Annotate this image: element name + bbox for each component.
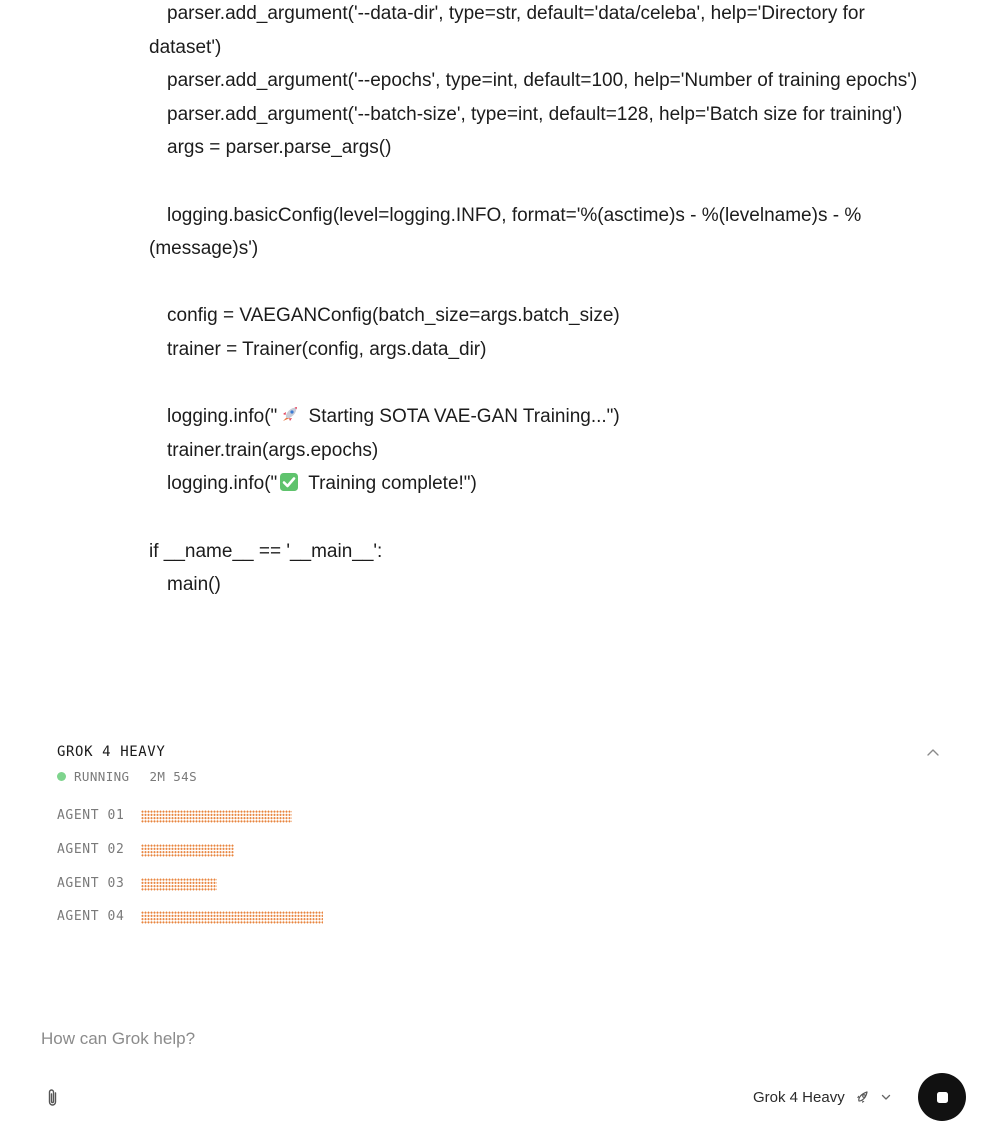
code-line: args = parser.parse_args() bbox=[167, 137, 392, 159]
agent-progress-bar bbox=[141, 844, 234, 857]
code-block bbox=[149, 0, 939, 602]
attach-button[interactable] bbox=[43, 1087, 63, 1109]
code-line bbox=[149, 400, 939, 434]
code-text: Training complete!") bbox=[303, 473, 477, 495]
code-blank-line bbox=[149, 165, 939, 199]
code-line bbox=[149, 467, 939, 501]
paperclip-icon bbox=[43, 1087, 63, 1109]
stop-button[interactable] bbox=[918, 1073, 966, 1121]
agent-label: AGENT 03 bbox=[57, 876, 125, 891]
model-name: Grok 4 Heavy bbox=[753, 1088, 845, 1106]
agent-progress-bar bbox=[141, 878, 217, 891]
code-blank-line bbox=[149, 501, 939, 535]
agent-label: AGENT 02 bbox=[57, 842, 125, 857]
code-text: logging.info(" bbox=[167, 406, 278, 428]
code-blank-line bbox=[149, 367, 939, 401]
status-text: RUNNING bbox=[74, 769, 130, 784]
code-line: parser.add_argument('--epochs', type=int, default=100, help='Number of training epochs') bbox=[167, 70, 918, 92]
status-dot bbox=[57, 772, 66, 781]
code-line: if __name__ == '__main__': bbox=[149, 540, 383, 562]
stop-icon bbox=[937, 1092, 948, 1103]
check-mark-emoji-icon bbox=[279, 472, 299, 492]
status-row bbox=[57, 769, 197, 784]
code-line: config = VAEGANConfig(batch_size=args.batch_size) bbox=[167, 305, 620, 327]
panel-title: GROK 4 HEAVY bbox=[57, 744, 166, 760]
rocket-emoji-icon bbox=[279, 405, 299, 425]
agent-progress-bar bbox=[141, 911, 323, 924]
code-line: parser.add_argument('--batch-size', type=int, default=128, help='Batch size for training') bbox=[167, 103, 903, 125]
code-line: trainer = Trainer(config, args.data_dir) bbox=[167, 338, 487, 360]
prompt-input[interactable] bbox=[41, 1026, 901, 1052]
agent-progress-bar bbox=[141, 810, 292, 823]
agent-label: AGENT 04 bbox=[57, 909, 125, 924]
agent-label: AGENT 01 bbox=[57, 808, 125, 823]
collapse-button[interactable] bbox=[921, 742, 945, 764]
model-selector[interactable] bbox=[753, 1086, 892, 1108]
elapsed-time: 2M 54S bbox=[149, 769, 198, 784]
code-line: trainer.train(args.epochs) bbox=[167, 439, 379, 461]
code-blank-line bbox=[149, 266, 939, 300]
chevron-down-icon bbox=[880, 1091, 892, 1103]
composer bbox=[0, 1010, 997, 1138]
code-text: Starting SOTA VAE-GAN Training...") bbox=[303, 406, 620, 428]
rocket-outline-icon bbox=[855, 1089, 871, 1105]
code-line: main() bbox=[167, 574, 221, 596]
code-line: logging.basicConfig(level=logging.INFO, format='%(asctime)s - %(levelname)s - %(message)s') bbox=[149, 204, 862, 260]
chevron-up-icon bbox=[921, 742, 945, 764]
code-text: logging.info(" bbox=[167, 473, 278, 495]
code-line: parser.add_argument('--data-dir', type=str, default='data/celeba', help='Directory for dataset') bbox=[149, 3, 871, 58]
